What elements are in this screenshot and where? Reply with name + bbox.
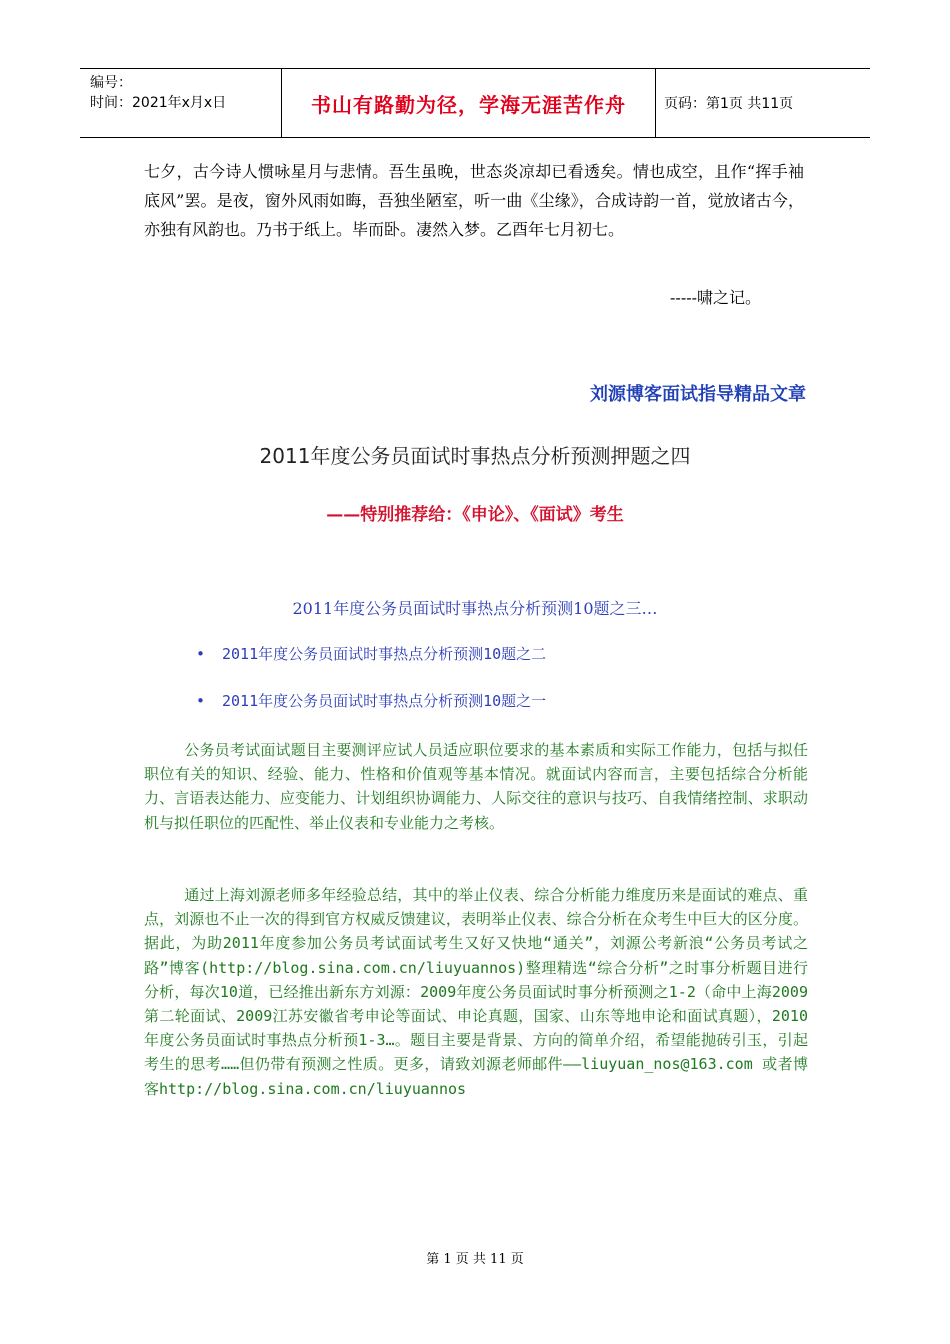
body-paragraph-1 [144, 738, 808, 835]
related-link-two[interactable]: 2011年度公务员面试时事热点分析预测10题之二 [222, 645, 547, 663]
blog-title: 刘源博客面试指导精品文章 [590, 384, 806, 405]
header-motto: 书山有路勤为径，学海无涯苦作舟 [282, 69, 656, 137]
bullet-icon: • [196, 645, 206, 663]
intro-paragraph: 七夕，古今诗人惯咏星月与悲情。吾生虽晚，世态炎凉却已看透矣。情也成空，且作“挥手袖底风”罢。是夜，窗外风雨如晦，吾独坐陋室，听一曲《尘缘》，合成诗韵一首，觉放诸古今，亦独有风韵也。乃书于纸上。毕而卧。凄然入梦。乙酉年七月初七。 [144, 162, 804, 239]
page-footer: 第 1 页 共 11 页 [426, 1252, 524, 1267]
list-item[interactable] [196, 689, 546, 736]
header-meta [80, 69, 282, 137]
paragraph-2-text: 通过上海刘源老师多年经验总结，其中的举止仪表、综合分析能力维度历来是面试的难点、重点，刘源也不止一次的得到官方权威反馈建议，表明举止仪表、综合分析在众考生中巨大的区分度。据此，为助2011年度参加公务员考试面试考生又好又快地“通关”，刘源公考新浪“公务员考试之路”博客(http://blog.sina.com.cn/liuyuannos)整理精选“综合分析”之时事分析题目进行分析，每次10道，已经推出新东方刘源：2009年度公务员面试时事分析预测之1-2（命中上海2009第二轮面试、2009江苏安徽省考申论等面试、申论真题，国家、山东等地申论和面试真题），2010年度公务员面试时事热点分析预1-3…。题目主要是背景、方向的简单介绍，希望能抛砖引玉，引起考生的思考……但仍带有预测之性质。更多，请致刘源老师邮件——liuyuan_nos@163.com 或者博客http://blog.sina.com.cn/liuyuannos [144, 886, 808, 1098]
paragraph-1-text: 公务员考试面试题目主要测评应试人员适应职位要求的基本素质和实际工作能力，包括与拟任职位有关的知识、经验、能力、性格和价值观等基本情况。就面试内容而言，主要包括综合分析能力、言语表达能力、应变能力、计划组织协调能力、人际交往的意识与技巧、自我情绪控制、求职动机与拟任职位的匹配性、举止仪表和专业能力之考核。 [144, 741, 808, 832]
time-label: 时间：2021年x月x日 [90, 95, 227, 111]
article-title: 2011年度公务员面试时事热点分析预测押题之四 [259, 444, 691, 468]
related-link-one[interactable]: 2011年度公务员面试时事热点分析预测10题之一 [222, 692, 547, 710]
header-page-label: 页码：第1页 共11页 [664, 96, 794, 112]
recommend-line: ——特别推荐给：《申论》、《面试》考生 [326, 505, 624, 525]
list-item[interactable] [196, 642, 546, 689]
related-link-three[interactable]: 2011年度公务员面试时事热点分析预测10题之三… [292, 599, 658, 618]
intro-signature: -----啸之记。 [670, 288, 762, 307]
bullet-icon: • [196, 692, 206, 710]
number-label: 编号： [90, 75, 132, 91]
body-paragraph-2 [144, 883, 808, 1101]
related-links-list [196, 642, 546, 736]
page-header [80, 68, 870, 138]
